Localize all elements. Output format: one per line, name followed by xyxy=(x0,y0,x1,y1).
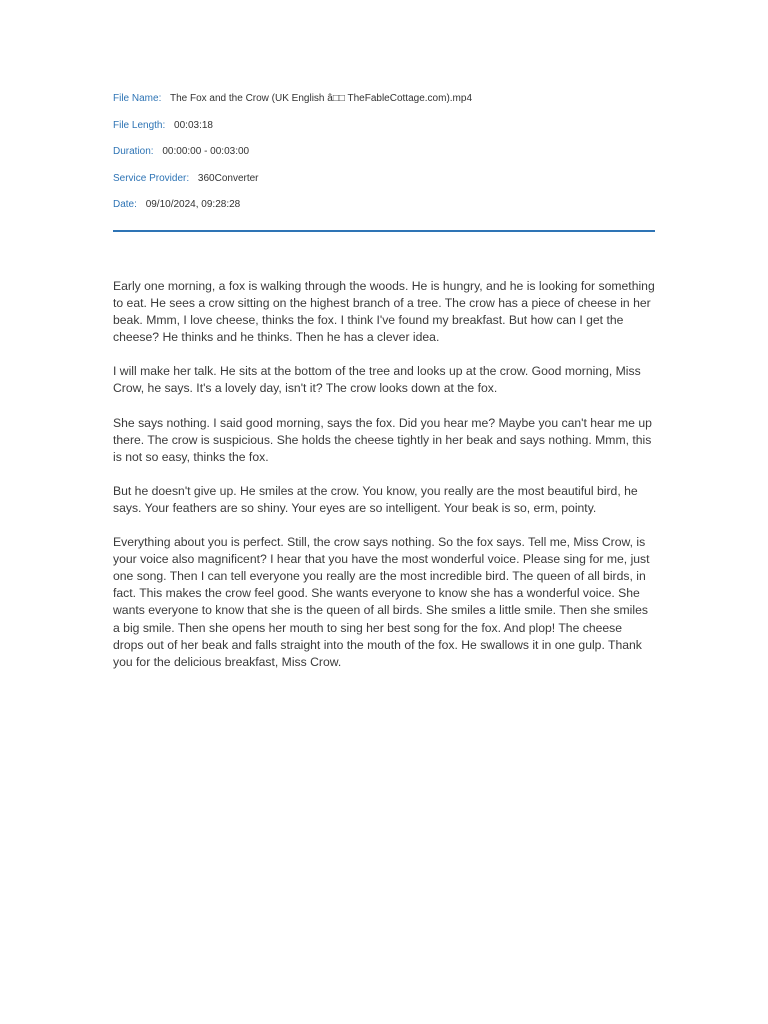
transcript-paragraph: Everything about you is perfect. Still, the crow says nothing. So the fox says. Tell me, Miss Crow, is your voice also magnificent? I hear that you have the most wonderful voice. Please sing for me, just one song. Then I can tell everyone you really are the most incredible bird. The queen of all birds, in fact. This makes the crow feel good. She wants everyone to know she has a wonderful voice. She wants everyone to know that she is the queen of all birds. She smiles a little smile. Then she smiles a big smile. Then she opens her mouth to sing her best song for the fox. And plop! The cheese drops out of her beak and falls straight into the mouth of the fox. He swallows it in one gulp. Thank you for the delicious breakfast, Miss Crow. xyxy=(113,535,650,669)
transcript-paragraph: She says nothing. I said good morning, says the fox. Did you hear me? Maybe you can't hear me up there. The crow is suspicious. She holds the cheese tightly in her beak and says nothing. Mmm, this is not so easy, thinks the fox. xyxy=(113,415,652,464)
file-name-row xyxy=(113,92,655,106)
service-provider-row xyxy=(113,172,655,186)
file-metadata xyxy=(113,92,655,225)
file-length-value: 00:03:18 xyxy=(174,119,213,131)
date-value: 09/10/2024, 09:28:28 xyxy=(145,199,241,210)
file-length-row xyxy=(113,119,655,133)
duration-value: 00:00:00 - 00:03:00 xyxy=(162,146,250,157)
date-label: Date: xyxy=(113,199,137,210)
section-divider xyxy=(113,230,655,232)
date-row xyxy=(113,198,655,212)
service-provider-value: 360Converter xyxy=(197,172,259,184)
service-provider-label: Service Provider: xyxy=(113,172,190,184)
duration-row xyxy=(113,145,655,159)
duration-label: Duration: xyxy=(113,146,154,157)
file-length-label: File Length: xyxy=(113,119,166,131)
transcript-paragraph: Early one morning, a fox is walking through the woods. He is hungry, and he is looking for something to eat. He sees a crow sitting on the highest branch of a tree. The crow has a piece of cheese in her beak. Mmm, I love cheese, thinks the fox. I think I've found my breakfast. But how can I get the cheese? He thinks and he thinks. Then he has a clever idea. xyxy=(113,279,655,345)
transcript-paragraph: I will make her talk. He sits at the bottom of the tree and looks up at the crow. Good morning, Miss Crow, he says. It's a lovely day, isn't it? The crow looks down at the fox. xyxy=(113,364,641,396)
file-name-value: The Fox and the Crow (UK English â□□ TheFableCottage.com).mp4 xyxy=(169,93,472,104)
transcript-paragraph: But he doesn't give up. He smiles at the crow. You know, you really are the most beautiful bird, he says. Your feathers are so shiny. Your eyes are so intelligent. Your beak is so, erm, pointy. xyxy=(113,483,638,515)
file-name-label: File Name: xyxy=(113,93,162,104)
transcript-body xyxy=(113,278,655,688)
